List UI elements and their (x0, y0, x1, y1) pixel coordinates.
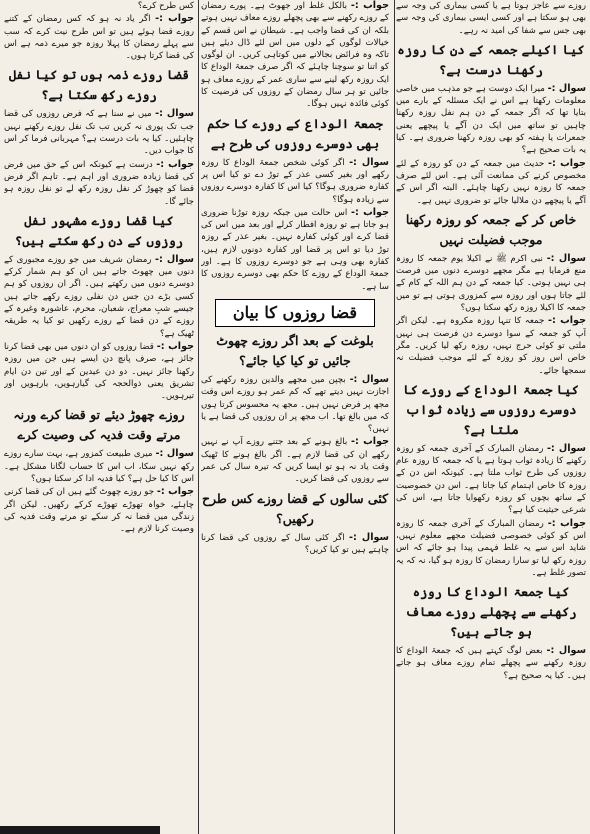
question-label: سوال :- (155, 253, 194, 265)
answer-text: اس حالت میں جبکہ روزہ توڑنا ضروری ہو جاتا ہے تو روزہ افطار کرلے اور بعد میں اس کی قضا کرے اور کوئی کفارہ نہیں۔ بغیر عذر کے روزہ توڑ دیا تو اس پر قضا اور کفارہ دونوں لازم ہیں، کفارہ بھی وہی ہے جو دوسرے روزوں کا ہے۔ اور جمعۃ الوداع کے روزے کا حکم بھی دوسرے روزوں کا سا ہے۔ (201, 207, 389, 292)
text-block (396, 158, 586, 207)
answer-text: بالکل غلط اور جھوٹ ہے۔ پورے رمضان کے روزے رکھنے سے بھی پچھلے روزے معاف نہیں ہوتے بلکہ ان کی قضا واجب ہے۔ شیطان نے اس قسم کے خیالات لوگوں کے دلوں میں اس لئے ڈال دیئے ہیں تاکہ وہ فرائض بجالانے میں کوتاہی کریں۔ ان لوگوں کو اتنا تو سوچنا چاہئے کہ اگر صرف جمعۃ الوداع کا ایک روزہ رکھ لینے سے ساری عمر کے روزے معاف ہو جائیں تو ہر سال رمضان کے روزوں کی فرضیت کا کوئی فائدہ نہیں ہوگا۔ (201, 1, 389, 110)
answer-label: جواب :- (351, 436, 389, 448)
text-block (201, 532, 389, 557)
question-heading: قضا روزے ذمہ ہوں تو کیا نفل روزے رکھ سکتا ہے؟ (9, 67, 189, 103)
text-block (201, 374, 389, 435)
text-block (396, 83, 586, 157)
text-block (4, 486, 194, 535)
column-divider (198, 0, 199, 834)
text-block (4, 341, 194, 402)
question-text: میری طبیعت کمزور ہے، بہت سارے روزے رکھ نہیں سکا، اب اس کا حساب لگانا مشکل ہے۔ اس کا کیا حل ہے؟ کیا فدیہ ادا کر سکتا ہوں؟ (4, 449, 194, 485)
answer-label: جواب :- (156, 340, 194, 352)
question-text: میں نے سنا ہے کہ فرض روزوں کی قضا جب تک پوری نہ کریں تب تک نفل روزے رکھنے نہیں چاہئیں۔ کیا یہ بات درست ہے؟ مہربانی فرما کر اس کا جواب دیں۔ (4, 109, 194, 157)
answer-label: جواب :- (547, 517, 586, 529)
question-label: سوال :- (155, 448, 194, 460)
question-text: اگر کوئی شخص جمعۃ الوداع کا روزہ رکھے اور بغیر کسی عذر کے توڑ دے تو کیا اس پر کفارہ ضروری ہوگا؟ کیا اس کا کفارہ دوسرے روزوں سے زیادہ ہوگا؟ (201, 157, 389, 205)
answer-label: جواب :- (156, 158, 194, 170)
column-middle (201, 0, 389, 834)
text-block (396, 645, 586, 682)
question-text: اگر کئی سال کے روزوں کی قضا کرنا چاہتے ہیں تو کیا کریں؟ (201, 532, 389, 555)
question-heading: بلوغت کے بعد اگر روزے چھوٹ جائیں تو کیا کیا جائے؟ (216, 332, 374, 368)
question-heading: کئی سالوں کے قضا روزے کس طرح رکھیں؟ (201, 490, 389, 526)
question-text: بچپن میں مجھے والدین روزہ رکھنے کی اجازت نہیں دیتے تھے کہ کم عمر ہو روزے اس وقت مجھ پر فرض نہیں ہیں۔ مجھ یہ محسوس کرتا ہوں کہ میں بالغ تھا۔ اب مجھ پر ان روزوں کی قضا ہے یا نہیں؟ (201, 374, 389, 435)
answer-text: درست ہے کیونکہ اس کے حق میں فرض کی قضا زیادہ ضروری اور اہم ہے۔ تاہم اگر فرض قضا کو چھوڑ کر نفل روزہ رکھ لے تو نفل روزہ ہو جائے گا۔ (4, 159, 194, 207)
question-label: سوال :- (349, 156, 389, 168)
footer-bar (0, 826, 160, 834)
text-block (4, 254, 194, 340)
answer-text: جو روزے چھوٹ گئے ہیں ان کی قضا کرنی چاہئے، خواہ تھوڑے تھوڑے کرکے رکھیں۔ لیکن اگر زندگی میں قضا نہ کر سکے تو مرتے وقت فدیہ کی وصیت کرنا لازم ہے۔ (4, 487, 194, 535)
question-label: سوال :- (546, 442, 586, 454)
answer-text: جمعہ کا تنہا روزہ مکروہ ہے۔ لیکن اگر آپ کو جمعہ کے سوا دوسرے دن فرصت ہی نہیں ملتی تو کوئی حرج نہیں، روزہ رکھ لیا کریں۔ مگر خاص اس روز کو روزہ کے لئے موجب فضیلت نہ سمجھا جائے۔ (396, 316, 586, 376)
text-block (396, 315, 586, 376)
column-left (4, 0, 194, 834)
text-block (4, 108, 194, 157)
text-block (396, 0, 586, 37)
text-block (201, 436, 389, 485)
answer-label: جواب :- (156, 486, 194, 498)
text-block (4, 0, 194, 12)
text-block (201, 157, 389, 206)
answer-text: بالغ ہونے کے بعد جتنے روزے آپ نے نہیں رکھے ان کی قضا لازم ہے۔ اگر بالغ ہونے کا ٹھیک وقت یاد نہ ہو تو ایسا کریں کہ تیرہ سال کی عمر سے روزوں کی قضا کریں۔ (201, 437, 389, 485)
text-block (4, 448, 194, 485)
text-block (4, 13, 194, 62)
answer-text: اگر یاد نہ ہو کہ کس رمضان کے کتنے روزے قضا ہوئے ہیں تو اس طرح نیت کرے کہ سب سے پہلے رمضان کا پہلا روزہ جو میرے ذمہ ہے اس کی قضا کرتا ہوں۔ (4, 14, 194, 62)
text-block (201, 0, 389, 111)
answer-label: جواب :- (350, 0, 389, 11)
text-block (4, 159, 194, 208)
question-text: رمضان شریف میں جو روزے مجبوری کے دنوں میں چھوٹ جاتے ہیں ان کو ہم شمار کرکے دوسرے دنوں میں رکھتے ہیں۔ اگر ان روزوں کو ہم کسی بڑے دن جس دن نفلی روزے رکھے جاتے ہیں جیسے شبِ معراج، شعبان، محرم، عاشورہ وغیرہ کے روزے کے دن قضا کے روزے رکھیں تو کیا یہ طریقہ ٹھیک ہے؟ (4, 254, 194, 339)
answer-text: قضا روزوں کو ان دنوں میں بھی قضا کرنا جائز ہے، صرف پانچ دن ایسے ہیں جن میں روزہ رکھنا جائز نہیں۔ دو دن عیدین کے اور تین دن ایام تشریق یعنی ذوالحجہ کی گیارہویں، بارہویں اور تیرہویں۔ (4, 341, 194, 402)
question-heading: خاص کر کے جمعہ کو روزہ رکھنا موجب فضیلت نہیں (405, 211, 577, 247)
answer-label: جواب :- (350, 206, 389, 218)
answer-label: جواب :- (547, 157, 586, 169)
question-text: رمضان المبارک کے آخری جمعہ کو روزہ رکھنے کا زیادہ ثواب ہوتا ہے یا کہ جمعہ کا روزہ عام روزوں کی طرح ثواب ملتا ہے۔ کیونکہ اس دن کے روزہ کا خاص اہتمام کیا جاتا ہے۔ اس دن خصوصیت کے ساتھ بچوں کو روزہ رکھوایا جاتا ہے، اس کی شرعی حیثیت کیا ہے؟ (396, 443, 586, 516)
text-block (201, 207, 389, 293)
answer-text: حدیث میں جمعہ کے دن کو روزہ کے لئے مخصوص کرنے کی ممانعت آئی ہے۔ اس لئے صرف جمعہ کا روزہ نہیں رکھنا چاہئے۔ البتہ اگر اس کے آگے یا پیچھے دن ملالیا جائے تو ضروری نہیں ہے۔ (396, 158, 586, 206)
question-heading: کیا قضا روزے مشہور نفل روزوں کے دن رکھ سکتے ہیں؟ (14, 212, 184, 248)
paragraph-text: کس طرح کرے؟ (137, 1, 194, 11)
answer-text: رمضان المبارک کے آخری جمعہ کا روزہ اس کو کوئی خصوصی فضیلت مجھے معلوم نہیں، شاید اس سے یہ غلط فہمی پیدا ہو جائے کہ اس روزہ رکھ لیا تو سارا رمضان کا روزہ ہو گیا، نہ کہ یہ تصور غلط ہے۔ (396, 518, 586, 578)
question-label: سوال :- (546, 645, 586, 657)
paragraph-text: روزے سے عاجز ہوتا ہے یا کسی بیماری کی وجہ سے بھی ہو سکتا ہے اور کسی ایسی بیماری کی وجہ سے بھی جس سے شفا کی امید نہ رہے۔ (396, 1, 586, 36)
question-heading: جمعۃ الوداع کے روزے کا حکم بھی دوسرے روزوں کی طرح ہے (207, 115, 383, 151)
question-label: سوال :- (349, 373, 389, 385)
text-block (396, 443, 586, 517)
question-label: سوال :- (547, 82, 586, 94)
answer-label: جواب :- (155, 13, 194, 25)
text-block (396, 253, 586, 314)
question-text: بعض لوگ کہتے ہیں کہ جمعۃ الوداع کا روزہ رکھنے سے پچھلے تمام روزے معاف ہو جاتے ہیں۔ کیا یہ صحیح ہے؟ (396, 646, 586, 681)
answer-label: جواب :- (548, 315, 586, 327)
column-divider (394, 0, 395, 834)
section-title-box: قضا روزوں کا بیان (215, 299, 375, 327)
question-text: نبی اکرم ﷺ نے اکیلا یوم جمعہ کا روزہ منع فرمایا ہے مگر مجھے دوسرے دنوں میں فرصت ہی نہیں ہوتی۔ کیا جمعہ کے دن ہم اللہ کے کام کے لئے جاتا ہوں اور روزہ سے کمزوری ہوتی ہے تو میں جمعہ کا اکیلا روزہ رکھ سکتا ہوں؟ (396, 253, 586, 314)
question-text: میرا ایک دوست ہے جو مذہب میں خاصی معلومات رکھتا ہے اس نے ایک مسئلہ کے بارے میں بتایا تھا کہ اگر جمعہ کے دن ہم نفل روزہ رکھنا چاہیں تو ساتھ میں ایک دن آگے یا پیچھے یعنی جمعرات یا ہفتہ کو بھی روزہ رکھنا ضروری ہے۔ کیا یہ بات صحیح ہے؟ (396, 83, 586, 156)
question-label: سوال :- (349, 531, 389, 543)
question-heading: روزے چھوڑ دیئے تو قضا کرے ورنہ مرتے وقت فدیہ کی وصیت کرے (13, 407, 185, 443)
question-label: سوال :- (155, 108, 194, 120)
question-heading: کیا اکیلے جمعہ کے دن کا روزہ رکھنا درست ہے؟ (397, 41, 585, 77)
question-heading: کیا جمعۃ الوداع کا روزہ رکھنے سے پچھلے روزے معاف ہو جاتے ہیں؟ (405, 584, 577, 640)
column-right (396, 0, 586, 834)
question-label: سوال :- (546, 252, 586, 264)
text-block (396, 518, 586, 579)
question-heading: کیا جمعۃ الوداع کے روزے کا دوسرے روزوں سے زیادہ ثواب ملتا ہے؟ (403, 381, 579, 437)
